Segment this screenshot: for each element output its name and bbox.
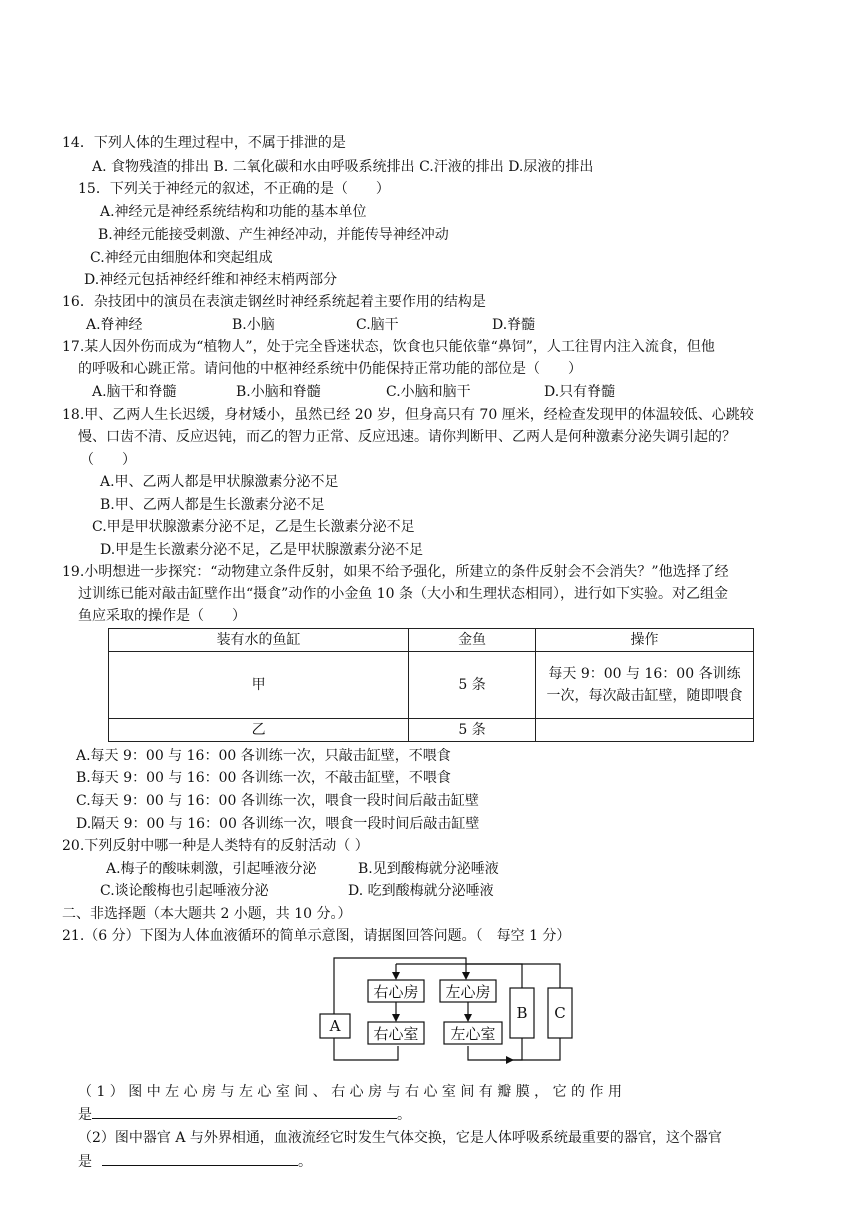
q21-part1-suffix: 。 — [397, 1107, 411, 1123]
q21-part2-line2 — [78, 1151, 312, 1172]
table-cell: 乙 — [109, 719, 409, 742]
label-right-ventricle: 右心室 — [373, 1025, 419, 1043]
label-left-atrium: 左心房 — [445, 983, 491, 1001]
q21-part2-prefix: 是 — [78, 1154, 92, 1170]
q21-stem: 21.（6 分）下图为人体血液循环的简单示意图，请据图回答问题。（ 每空 1 分） — [62, 928, 571, 944]
q20-stem: 20.下列反射中哪一种是人类特有的反射活动（ ） — [62, 838, 369, 854]
table-header-cell: 金鱼 — [409, 629, 536, 652]
q16-option-d: D.脊髓 — [492, 317, 536, 333]
q15-stem: 15．下列关于神经元的叙述，不正确的是（ ） — [78, 181, 390, 197]
table-row — [109, 652, 754, 719]
q21-part1-line1: （ 1 ） 图 中 左 心 房 与 左 心 室 间 、 右 心 房 与 右 心 室 间 有 瓣 膜 ， 它 的 作 用 — [78, 1084, 622, 1100]
q18-option-d: D.甲是生长激素分泌不足，乙是甲状腺激素分泌不足 — [100, 542, 424, 558]
q21-part1-answer-blank[interactable] — [92, 1104, 397, 1119]
q16-option-c: C.脑干 — [356, 317, 399, 333]
q18-option-c: C.甲是甲状腺激素分泌不足，乙是生长激素分泌不足 — [92, 519, 415, 535]
q15-option-d: D.神经元包括神经纤维和神经末梢两部分 — [84, 272, 338, 288]
table-row — [109, 719, 754, 742]
aorta-line-c — [510, 1038, 560, 1060]
q20-option-c: C.谈论酸梅也引起唾液分泌 — [100, 883, 269, 899]
q19-option-d: D.隔天 9：00 与 16：00 各训练一次，喂食一段时间后敲击缸壁 — [76, 816, 480, 832]
label-organ-c: C — [554, 1004, 566, 1022]
table-cell: 每天 9：00 与 16：00 各训练一次，每次敲击缸壁，随即喂食 — [536, 652, 754, 719]
q15-option-c: C.神经元由细胞体和突起组成 — [90, 250, 273, 266]
q18-option-a: A.甲、乙两人都是甲状腺激素分泌不足 — [100, 474, 339, 490]
table-cell: 5 条 — [409, 719, 536, 742]
table-cell: 5 条 — [409, 652, 536, 719]
label-right-atrium: 右心房 — [373, 983, 419, 1001]
q17-line2: 的呼吸和心跳正常。请问他的中枢神经系统中仍能保持正常功能的部位是（ ） — [78, 361, 582, 377]
q16-option-b: B.小脑 — [232, 317, 275, 333]
q18-line3: （ ） — [80, 452, 136, 468]
q18-option-b: B.甲、乙两人都是生长激素分泌不足 — [100, 497, 325, 513]
q17-option-b: B.小脑和脊髓 — [236, 384, 321, 400]
table-header-cell: 操作 — [536, 629, 754, 652]
q19-option-c: C.每天 9：00 与 16：00 各训练一次，喂食一段时间后敲击缸壁 — [76, 793, 479, 809]
q17-option-a: A.脑干和脊髓 — [92, 384, 177, 400]
q19-option-b: B.每天 9：00 与 16：00 各训练一次，不敲击缸壁，不喂食 — [76, 770, 451, 786]
q21-part1-line2 — [78, 1104, 411, 1125]
table-header-row — [109, 629, 754, 652]
q20-option-b: B.见到酸梅就分泌唾液 — [358, 861, 499, 877]
q16-stem: 16．杂技团中的演员在表演走钢丝时神经系统起着主要作用的结构是 — [62, 294, 486, 310]
table-cell: 甲 — [109, 652, 409, 719]
label-left-ventricle: 左心室 — [450, 1025, 496, 1043]
q18-line2: 慢、口齿不清、反应迟钝，而乙的智力正常、反应迅速。请你判断甲、乙两人是何种激素分泌失调引起的？ — [78, 429, 736, 445]
q21-part2-answer-blank[interactable] — [102, 1151, 298, 1166]
q19-option-a: A.每天 9：00 与 16：00 各训练一次，只敲击缸壁，不喂食 — [76, 748, 451, 764]
q19-experiment-table — [108, 628, 754, 742]
label-organ-a: A — [329, 1017, 341, 1035]
q21-part2-line1: （2）图中器官 A 与外界相通，血液流经它时发生气体交换，它是人体呼吸系统最重要的器官，这个器官 — [78, 1130, 722, 1146]
q15-option-b: B.神经元能接受刺激、产生神经冲动，并能传导神经冲动 — [98, 227, 449, 243]
table-cell — [536, 719, 754, 742]
q21-part2-suffix: 。 — [298, 1154, 312, 1170]
q15-option-a: A.神经元是神经系统结构和功能的基本单位 — [100, 204, 367, 220]
q17-line1: 17.某人因外伤而成为“植物人”，处于完全昏迷状态，饮食也只能依靠“鼻饲”，人工往胃内注入流食，但他 — [62, 339, 715, 355]
q21-part1-prefix: 是 — [78, 1107, 92, 1123]
q19-line3: 鱼应采取的操作是（ ） — [78, 608, 246, 624]
q19-line2: 过训练已能对敲击缸壁作出“摄食”动作的小金鱼 10 条（大小和生理状态相同），进行如下实验。对乙组金 — [78, 586, 729, 602]
q19-line1: 19.小明想进一步探究：“动物建立条件反射，如果不给予强化，所建立的条件反射会不会消失？”他选择了经 — [62, 564, 729, 580]
q16-option-a: A.脊神经 — [86, 317, 143, 333]
q18-line1: 18.甲、乙两人生长迟缓，身材矮小，虽然已经 20 岁，但身高只有 70 厘米，经检查发现甲的体温较低、心跳较 — [62, 407, 754, 423]
q17-option-d: D.只有脊髓 — [544, 384, 616, 400]
section-heading: 二、非选择题（本大题共 2 小题，共 10 分。） — [62, 906, 352, 922]
q20-option-d: D. 吃到酸梅就分泌唾液 — [348, 883, 494, 899]
label-organ-b: B — [516, 1004, 528, 1022]
table-header-cell: 装有水的鱼缸 — [109, 629, 409, 652]
q14-options: A. 食物残渣的排出 B. 二氧化碳和水由呼吸系统排出 C.汗液的排出 D.尿液的排出 — [92, 159, 594, 175]
q17-option-c: C.小脑和脑干 — [386, 384, 471, 400]
q14-stem: 14．下列人体的生理过程中，不属于排泄的是 — [62, 135, 346, 151]
q20-option-a: A.梅子的酸味刺激，引起唾液分泌 — [106, 861, 317, 877]
blood-circulation-diagram — [300, 950, 590, 1070]
